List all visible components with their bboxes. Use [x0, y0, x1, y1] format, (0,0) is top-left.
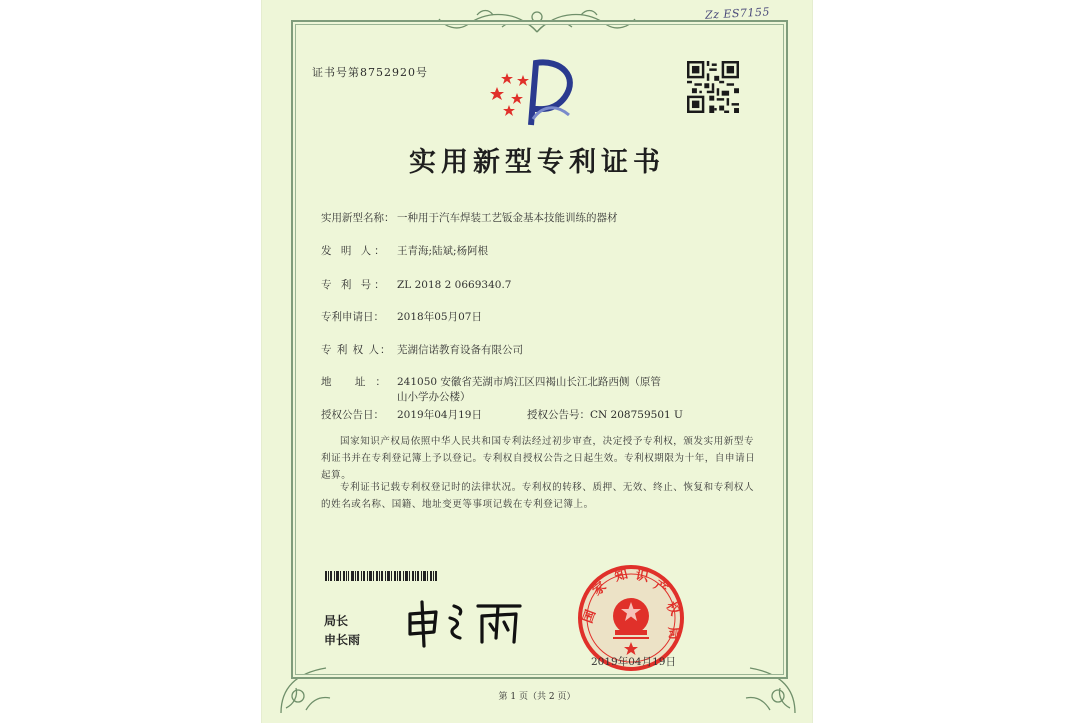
filing-date-label: 专利申请日：: [321, 311, 384, 323]
patent-number-row: [321, 277, 511, 292]
filing-date-row: [321, 309, 482, 324]
filing-date-value: 2018年05月07日: [397, 311, 482, 323]
inventor-row: [321, 243, 488, 258]
svg-text:权: 权: [662, 599, 683, 619]
address-label: 地 址：: [321, 376, 396, 388]
svg-text:国: 国: [580, 608, 600, 626]
grant-number-value: CN 208759501 U: [590, 409, 683, 421]
certificate-title: 实用新型专利证书: [409, 147, 665, 178]
grant-statement-paragraph: 国家知识产权局依照中华人民共和国专利法经过初步审查，决定授予专利权，颁发实用新型专利证书并在专利登记簿上予以登记。专利权自授权公告之日起生效。专利权期限为十年，自申请日起算。: [321, 436, 756, 481]
certificate-number: 证书号第8752920号: [312, 66, 428, 79]
inventor-label: 发 明 人：: [321, 245, 388, 257]
director-block: [324, 612, 360, 650]
svg-text:家: 家: [589, 579, 610, 600]
grant-number-row: [527, 407, 683, 422]
grant-number-label: 授权公告号：: [527, 409, 590, 421]
svg-text:局: 局: [665, 626, 682, 641]
handwritten-note: Zz ES7155: [704, 5, 771, 22]
patentee-value: 芜湖信诺教育设备有限公司: [397, 344, 523, 356]
grant-date-value: 2019年04月19日: [397, 409, 482, 421]
address-value-line2: 山小学办公楼）: [397, 391, 471, 403]
svg-text:产: 产: [650, 577, 670, 598]
legal-status-paragraph: 专利证书记载专利权登记时的法律状况。专利权的转移、质押、无效、终止、恢复和专利权人的姓名或名称、国籍、地址变更等事项记载在专利登记簿上。: [321, 482, 755, 510]
patentee-row: [321, 342, 523, 357]
director-title: 局长: [324, 614, 349, 628]
barcode: [325, 571, 437, 581]
patent-number-label: 专 利 号：: [321, 279, 388, 291]
inventor-value: 王青海;陆斌;杨阿根: [397, 245, 489, 257]
director-signature: [402, 598, 532, 648]
director-name: 申长雨: [324, 633, 361, 647]
svg-text:知: 知: [613, 567, 630, 585]
qr-code: [687, 61, 739, 113]
utility-model-name-row: [321, 210, 618, 225]
patent-number-value: ZL 2018 2 0669340.7: [397, 279, 512, 291]
seal-date: 2019年04月19日: [591, 656, 676, 668]
cnipa-logo: [489, 57, 581, 127]
address-value-line1: 241050 安徽省芜湖市鸠江区四褐山长江北路西侧（原管: [397, 376, 661, 388]
svg-text:识: 识: [634, 568, 650, 586]
certificate-page: [262, 0, 812, 723]
grant-date-label: 授权公告日：: [321, 409, 384, 421]
patentee-label: 专 利 权 人：: [321, 344, 392, 356]
utility-model-name-label: 实用新型名称：: [321, 212, 395, 224]
utility-model-name-value: 一种用于汽车焊装工艺钣金基本技能训练的器材: [397, 212, 618, 224]
page-indicator: 第 1 页（共 2 页）: [498, 692, 576, 702]
address-row: [321, 374, 661, 389]
grant-date-row: [321, 407, 482, 422]
